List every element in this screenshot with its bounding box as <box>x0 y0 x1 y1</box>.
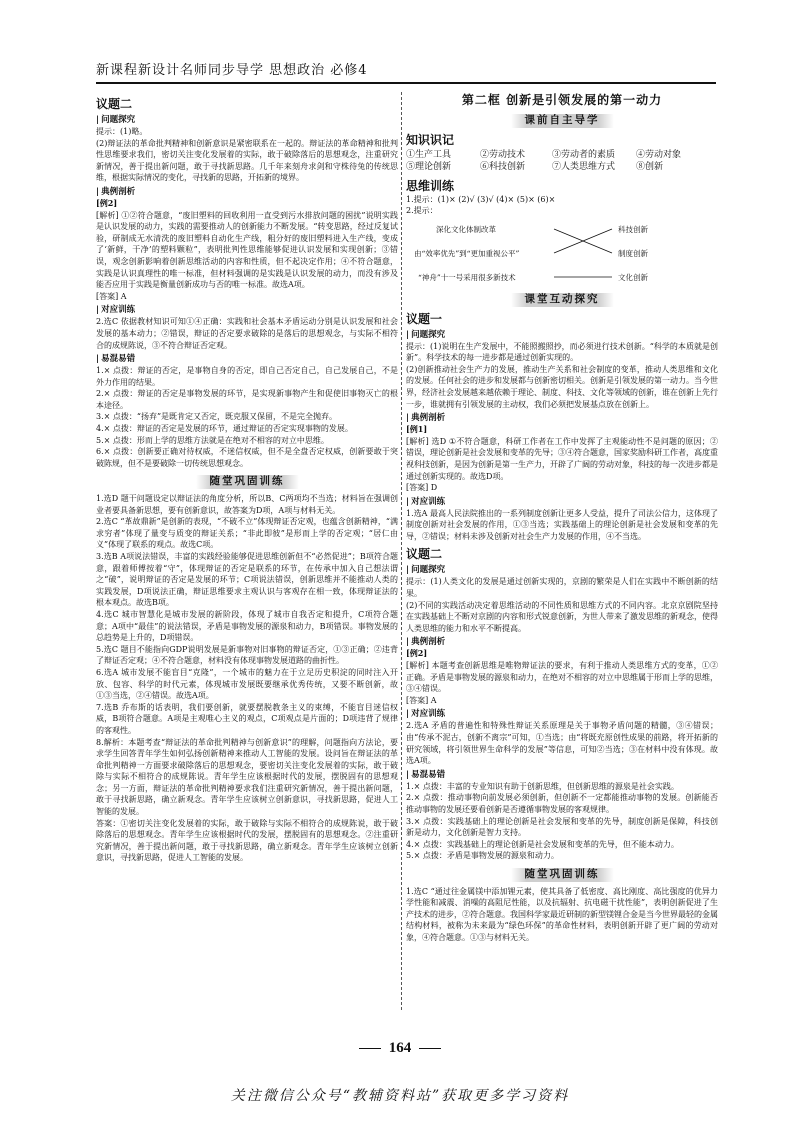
page-number-rule <box>419 1048 441 1049</box>
column-divider <box>401 92 402 1010</box>
list-item: 7.选B 乔布斯的话表明，我们要创新，就要摆脱教条主义的束缚，不能盲目迷信权威，B项符合题意。A项是主观唯心主义的观点，C项观点是片面的；D项违背了规律的客观性。 <box>96 702 398 735</box>
section-heading: 议题二 <box>96 97 133 111</box>
knowledge-grid <box>406 150 718 174</box>
list-item: 1.选C “通过往金属镁中添加锂元素，使其具备了低密度、高比刚度、高比强度的优异力学性能和减震、消噪的高阻尼性能，以及抗辐射、抗电磁干扰性能”，表明创新促进了生产技术的进步，②符合题意。我国科学家最近研制的新型镁锂合金是当今世界最轻的金属结构材料，被称为未来最为“绿色环保”的革命性材料，表明创新开辟了更广阔的劳动对象，④符合题意。①③与材料无关。 <box>406 886 718 942</box>
paragraph: 提示：(1)说明在生产发展中，不能照搬照抄，而必须进行技术创新。“科学的本质就是创新”。科学技术的每一进步都是通过创新实现的。 <box>406 341 718 363</box>
answer-line: 答案：①密切关注变化发展着的实际，敢于破除与实际不相符合的成规陈说，敢于破除落后的思想观念。青年学生应该根据时代的发展，摆脱固有的思想观念。②注重研究新情况，善于提出新问题，敢于寻找新思路，确立新观念。青年学生应该树立创新意识，寻找新思路，促进人工智能的发展。 <box>96 818 398 863</box>
subsection-tag: | 对应训练 <box>406 708 718 720</box>
page-number: 164 <box>0 1040 800 1057</box>
list-item: 3.选B A项说法错误，丰富的实践经验能够促进思维创新但不“必然促进”；B项符合题意，跟着师傅按着“守”，体现辩证的否定是联系的环节，在传承中加入自己想法谓之“破”，说明辩证的否定是发展的环节；C项说法错误，创新思维并不能推动人类的实践发展，D项说法正确，辩证思维要求主观认识与客观存在相一致，体现辩证法的根本观点。故选B项。 <box>96 552 398 608</box>
list-item: 1.× 点拨：辩证的否定，是事物自身的否定，即自己否定自己，自己发展自己，不是外力作用的结果。 <box>96 366 398 387</box>
section-banner: 课前自主导学 <box>406 114 718 128</box>
page-number-rule <box>359 1048 381 1049</box>
knowledge-item: ⑥科技创新 <box>480 162 526 173</box>
paragraph: 提示：(1)人类文化的发展是通过创新实现的，京剧的繁荣是人们在实践中不断创新的结果。 <box>406 577 718 599</box>
left-column <box>96 92 398 864</box>
diagram-left-item: 由“效率优先”到“更加重视公平” <box>414 248 520 258</box>
paragraph: (2)辩证法的革命批判精神和创新意识是紧密联系在一起的。辩证法的革命精神和批判性思维要求我们，密切关注变化发展着的实际，敢于破除落后的思想观念，注重研究新情况，善于提出新问题，敢于寻找新思路。几千年来刻舟求剑和守株待兔的传统思维，根据实际情况的变化，寻找新的思路，开拓新的境界。 <box>96 138 398 183</box>
knowledge-item: ⑤理论创新 <box>406 162 452 173</box>
list-item: 2.× 点拨：辩证的否定是事物发展的环节，是实现新事物产生和促使旧事物灭亡的根本途径。 <box>96 389 398 410</box>
paragraph: 2.选C 依据教材知识可知①④正确：实践和社会基本矛盾运动分别是认识发展和社会发展的基本动力；②错误，辩证的否定要求破除的是落后的思想观念，与实际不相符合的成规陈说，③不符合辩证否定观。 <box>96 317 398 350</box>
list-item: 2.× 点拨：推动事物向前发展必须创新，但创新不一定都能推动事物的发展。创新能否推动事物的发展还要看创新是否遵循事物发展的客观规律。 <box>406 793 718 814</box>
list-item: 4.× 点拨：辩证的否定是发展的环节，通过辩证的否定实现事物的发展。 <box>96 424 353 434</box>
subsection-tag: | 问题探究 <box>406 329 718 341</box>
diagram-right-item: 科技创新 <box>618 224 648 234</box>
list-item: 2.选C “革故鼎新”是创新的表现，“不破不立”体现辩证否定观，也蕴含创新精神，“满求穷者”体现了量变与质变的辩证关系；“非此即彼”是形而上学的否定观；“居仁由义”体现了联系的观点。故选C项。 <box>96 517 398 550</box>
section-heading: 议题二 <box>406 547 443 562</box>
section-banner: 课堂互动探究 <box>406 293 718 307</box>
list-item: 5.× 点拨：形而上学的思维方法就是在绝对不相容的对立中思维。 <box>96 435 329 445</box>
running-header <box>96 58 716 84</box>
footer-note: 关注微信公众号“教辅资料站”获取更多学习资料 <box>230 1088 570 1104</box>
list-item: 5.选C 题目不能指向GDP说明发展是新事物对旧事物的辩证否定，①③正确；②违背了辩证否定观；④不符合题意，材料没有体现事物发展道路的曲折性。 <box>96 644 398 666</box>
diagram-left-item: 深化文化体制改革 <box>436 224 496 234</box>
section-heading: 议题一 <box>406 311 443 326</box>
knowledge-item: ①生产工具 <box>406 149 452 160</box>
example-label: [例2] <box>406 648 428 659</box>
answer-line: [答案] D <box>406 483 438 493</box>
subsection-tag: | 问题探究 <box>96 114 398 126</box>
list-item: 3.× 点拨：“扬弃”是既肯定又否定，既克服又保留，不是完全抛弃。 <box>96 412 338 422</box>
list-item: 6.选A 城市发展不能盲目“克隆”，一个城市的魅力在于立足历史积淀的同时注入开放、包容、科学的时代元素，体现城市发展既要继承优秀传统，又要不断创新，故①③当选，②④错误。故选A项。 <box>96 667 398 701</box>
paragraph: [解析] 选D ①不符合题意，科研工作者在工作中发挥了主观能动性不是问题的原因；②错误，理论创新是社会发展和变革的先导；③④符合题意，国家奖励科研工作者，高度重视科技创新，是因为创新是第一生产力，开辟了广阔的劳动对象，科技的每一次进步都是通过创新实现的。故选D项。 <box>406 436 718 481</box>
diagram-right-item: 制度创新 <box>618 248 648 258</box>
list-item: 3.× 点拨：实践基础上的理论创新是社会发展和变革的先导，制度创新是保障，科技创新是动力，文化创新是智力支持。 <box>406 816 718 838</box>
list-item: 1.× 点拨：丰富的专业知识有助于创新思维，但创新思维的源泉是社会实践。 <box>406 781 679 791</box>
matching-diagram <box>406 219 718 287</box>
subsection-tag: | 对应训练 <box>406 496 718 508</box>
knowledge-item: ③劳动者的素质 <box>552 149 616 160</box>
answer-line: [答案] A <box>406 695 437 705</box>
subsection-tag: | 易混易错 <box>406 769 718 781</box>
subsection-tag: | 对应训练 <box>96 304 398 316</box>
paragraph: (2)不同的实践活动决定着思维活动的不同性质和思维方式的不同内容。北京京剧院坚持在实践基础上不断对京剧的内容和形式锐意创新，为世人带来了激发思维的新观念，使得人类思维的能力和水平不断提高。 <box>406 600 718 633</box>
example-label: [例1] <box>406 424 428 435</box>
subsection-tag: | 典例剖析 <box>406 636 718 648</box>
paragraph: (2)创新推动社会生产力的发展，推动生产关系和社会制度的变革，推动人类思维和文化的发展。任何社会的进步和发展都与创新密切相关。创新是引领发展的第一动力。当今世界，经济社会发展越来越依赖于理论、制度、科技、文化等领域的创新，谁在创新上先行一步，谁就拥有引领发展的主动权，我们必须把发展基点放在创新上。 <box>406 364 718 409</box>
knowledge-item: ⑦人类思维方式 <box>552 162 616 173</box>
list-item: 5.× 点拨：矛盾是事物发展的源泉和动力。 <box>406 851 559 861</box>
list-item: 4.选C 城市智慧化是城市发展的新阶段，体现了城市自我否定和提升，C项符合题意；A项中“最佳”的说法错误，矛盾是事物发展的源泉和动力，B项错误。事物发展的总趋势是上升的，D项错误。 <box>96 609 398 643</box>
knowledge-item: ④劳动对象 <box>636 149 682 160</box>
list-item: 8.解析：本题考查“辩证法的革命批判精神与创新意识”的理解，问题指向方法论，要求学生回答青年学生如何弘扬创新精神来推动人工智能的发展。设问旨在辩证法的革命批判精神一方面要求破除落后的思想观念，要密切关注变化发展着的实际，敢于破除与实际不相符合的成规陈说。青年学生应该根据时代的发展，摆脱固有的思想观念；另一方面，辩证法的革命批判精神要求我们注重研究新情况，善于提出新问题，敢于寻找新思路，确立新观念。青年学生应该树立创新意识，寻找新思路，促进人工智能的发展。 <box>96 737 398 817</box>
right-column <box>406 92 718 944</box>
subsection-tag: | 易混易错 <box>96 353 398 365</box>
knowledge-item: ②劳动技术 <box>480 149 526 160</box>
subsection-tag: | 典例剖析 <box>406 412 718 424</box>
diagram-left-item: “神舟”十一号采用很多新技术 <box>418 272 516 282</box>
paragraph: [解析] 本题考查创新思维是唯物辩证法的要求，有利于推动人类思维方式的变革，①②正确。矛盾是事物发展的源泉和动力，在绝对不相容的对立中思维属于形而上学的思维，③④错误。 <box>406 661 718 694</box>
list-item: 1.选D 题干问题设定以辩证法的角度分析，所以B、C两项均不当选；材料旨在强调创业者要具备新思想，要有创新意识，故答案为D项，A项与材料无关。 <box>96 494 398 515</box>
paragraph: [解析] ①②符合题意，“废旧塑料的回收利用一直受到污水排放问题的困扰”说明实践是认识发展的动力，实践的需要推动人的创新能力不断发展。“转变思路，经过反复试验，研制成无水清洗的废旧塑料自动化生产线，粗分好的废旧塑料进入生产线，变成了‘新鲜，干净’的塑料颗粒”，表明批判性思维能够促进认识发展和实现创新；③错误，观念创新影响着创新思维活动的内容和性质，但不起决定作用；④不符合题意，实践是认识真理性的唯一标准，但材料强调的是实践是认识发展的动力，而没有涉及能否应用于实践是衡量创新成功与否的唯一标准。故选A项。 <box>96 210 398 290</box>
list-item: 6.× 点拨：创新要正确对待权威，不迷信权威，但不是全盘否定权威，创新要敢于突破陈规，但不是要破除一切传统思想观念。 <box>96 447 398 468</box>
list-item: 4.× 点拨：实践基础上的理论创新是社会发展和变革的先导，但不能本动力。 <box>406 839 679 849</box>
answer-line: [答案] A <box>96 291 127 301</box>
chapter-title: 第二框 创新是引领发展的第一动力 <box>461 93 663 107</box>
paragraph: 1.选A 最高人民法院推出的一系列制度创新让更多人受益，提升了司法公信力，这体现了制度创新对社会发展的作用，①③当选；实践基础上的理论创新是社会发展和变革的先导，②错误；材料未涉及创新对社会生产力发展的作用，④不当选。 <box>406 508 718 541</box>
example-label: [例2] <box>96 197 118 208</box>
hint-line: 2.提示： <box>406 206 438 216</box>
paragraph: 提示：(1)略。 <box>96 127 148 136</box>
knowledge-item: ⑧创新 <box>636 162 664 173</box>
section-heading: 知识识记 <box>406 132 455 147</box>
paragraph: 2.选A 矛盾的普遍性和特殊性辩证关系原理是关于事物矛盾问题的精髓，③④错误；由“传承不泥古，创新不离宗”可知，①当选；由“将既充原创性成果的前路，将开拓新的研究领域，将引领世界生命科学的发展”等信息，可知②当选；③在材料中没有体现。故选A项。 <box>406 721 718 766</box>
subsection-tag: | 典例剖析 <box>96 186 398 198</box>
header-title: 新课程新设计名师同步导学 思想政治 必修4 <box>96 63 368 78</box>
subsection-tag: | 问题探究 <box>406 564 718 576</box>
section-banner: 随堂巩固训练 <box>406 868 718 882</box>
section-heading: 思维训练 <box>406 178 455 193</box>
diagram-right-item: 文化创新 <box>618 272 648 282</box>
section-banner: 随堂巩固训练 <box>96 475 398 489</box>
hint-line: 1.提示：(1)× (2)√ (3)√ (4)× (5)× (6)× <box>406 194 556 204</box>
